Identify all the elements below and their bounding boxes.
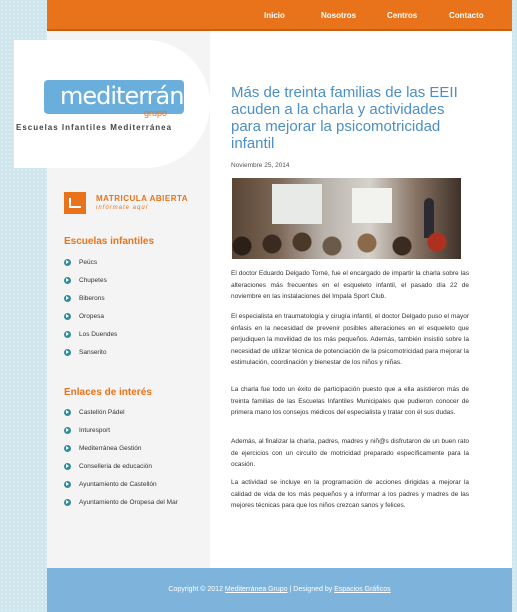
links-list (64, 403, 178, 511)
article-photo (232, 178, 461, 259)
play-bullet-icon (64, 277, 71, 284)
article-paragraph: Además, al finalizar la charla, padres, madres y niñ@s disfrutaron de un buen rato de ejercicios con un circuito de motricidad preparado específicamente para la ocasión. (231, 438, 469, 468)
play-bullet-icon (64, 409, 71, 416)
article-paragraph: La charla fue todo un éxito de participación puesto que a ella asistieron más de treinta familias de las Escuelas Infantiles Municipales que pudieron conocer de primera mano los consejos médicos del especialista y tratar con él sus dudas. (231, 386, 469, 416)
external-link[interactable]: Ayuntamiento de Castellón (64, 475, 178, 493)
article-date: Noviembre 25, 2014 (231, 162, 290, 169)
play-bullet-icon (64, 463, 71, 470)
audience (232, 228, 461, 259)
play-bullet-icon (64, 313, 71, 320)
footer (47, 568, 512, 612)
top-navigation-bar (47, 0, 512, 31)
article-header (231, 84, 471, 169)
play-bullet-icon (64, 331, 71, 338)
play-bullet-icon (64, 259, 71, 266)
nav-inicio[interactable]: Inicio (264, 11, 285, 20)
nav-centros[interactable]: Centros (387, 11, 418, 20)
play-bullet-icon (64, 481, 71, 488)
play-bullet-icon (64, 349, 71, 356)
school-link[interactable]: Oropesa (64, 307, 117, 325)
footer-designer-link[interactable]: Espacios Gráficos (334, 586, 391, 593)
logo-tagline: Escuelas Infantiles Mediterránea (16, 123, 173, 132)
projection-screen (272, 184, 322, 224)
schools-list (64, 253, 117, 361)
play-bullet-icon (64, 499, 71, 506)
school-link[interactable]: Biberons (64, 289, 117, 307)
matricula-subtitle[interactable]: infórmate aquí (96, 205, 149, 211)
external-link[interactable]: Mediterránea Gestión (64, 439, 178, 457)
school-link[interactable]: Los Duendes (64, 325, 117, 343)
projection-screen (352, 188, 392, 223)
nav-contacto[interactable]: Contacto (449, 11, 484, 20)
external-link[interactable]: Inturesport (64, 421, 178, 439)
article-paragraph: El especialista en traumatología y cirugía infantil, el doctor Delgado puso el mayor énfasis en la necesidad de prevenir posibles alteraciones en el esqueleto que perjudiquen la movilidad de los más pequeños. Además, también insistió sobre la necesidad de utilizar técnica de potenciación de la psicomotricidad para mejorar la estimulación, coordinación y bienestar de los niños y niñas. (231, 313, 469, 366)
links-heading: Enlaces de interés (64, 387, 152, 398)
logo-grupo: grupo (144, 108, 168, 118)
article-title[interactable]: Más de treinta familias de las EEII acuden a la charla y actividades para mejorar la psicomotricidad infantil (231, 84, 458, 152)
logo-name: mediterránea (60, 82, 211, 110)
school-link[interactable]: Peücs (64, 253, 117, 271)
matricula-title[interactable]: MATRICULA ABIERTA (96, 194, 189, 203)
play-bullet-icon (64, 445, 71, 452)
article-paragraph: El doctor Eduardo Delgado Torné, fue el encargado de impartir la charla sobre las alteraciones más frecuentes en el esqueleto infantil, el pasado día 22 de noviembre en las instalaciones del Impala Sport Club. (231, 270, 469, 300)
external-link[interactable]: Castellón Pádel (64, 403, 178, 421)
footer-copyright: Copyright © 2012 Mediterránea Grupo | Designed by Espacios Gráficos (168, 586, 391, 593)
school-link[interactable]: Sanserito (64, 343, 117, 361)
play-bullet-icon (64, 295, 71, 302)
article-paragraph: La actividad se incluye en la programación de acciones dirigidas a mejorar la calidad de vida de los más pequeños y a informar a los padres y madres de las mejores técnicas para que los niños crezcan sanos y felices. (231, 479, 469, 509)
play-bullet-icon (64, 427, 71, 434)
matricula-icon[interactable] (64, 192, 86, 214)
schools-heading: Escuelas infantiles (64, 236, 155, 247)
external-link[interactable]: Ayuntamiento de Oropesa del Mar (64, 493, 178, 511)
nav-nosotros[interactable]: Nosotros (321, 11, 357, 20)
footer-brand-link[interactable]: Mediterránea Grupo (224, 586, 288, 593)
school-link[interactable]: Chupetes (64, 271, 117, 289)
external-link[interactable]: Conselleria de educación (64, 457, 178, 475)
logo[interactable] (44, 80, 211, 120)
